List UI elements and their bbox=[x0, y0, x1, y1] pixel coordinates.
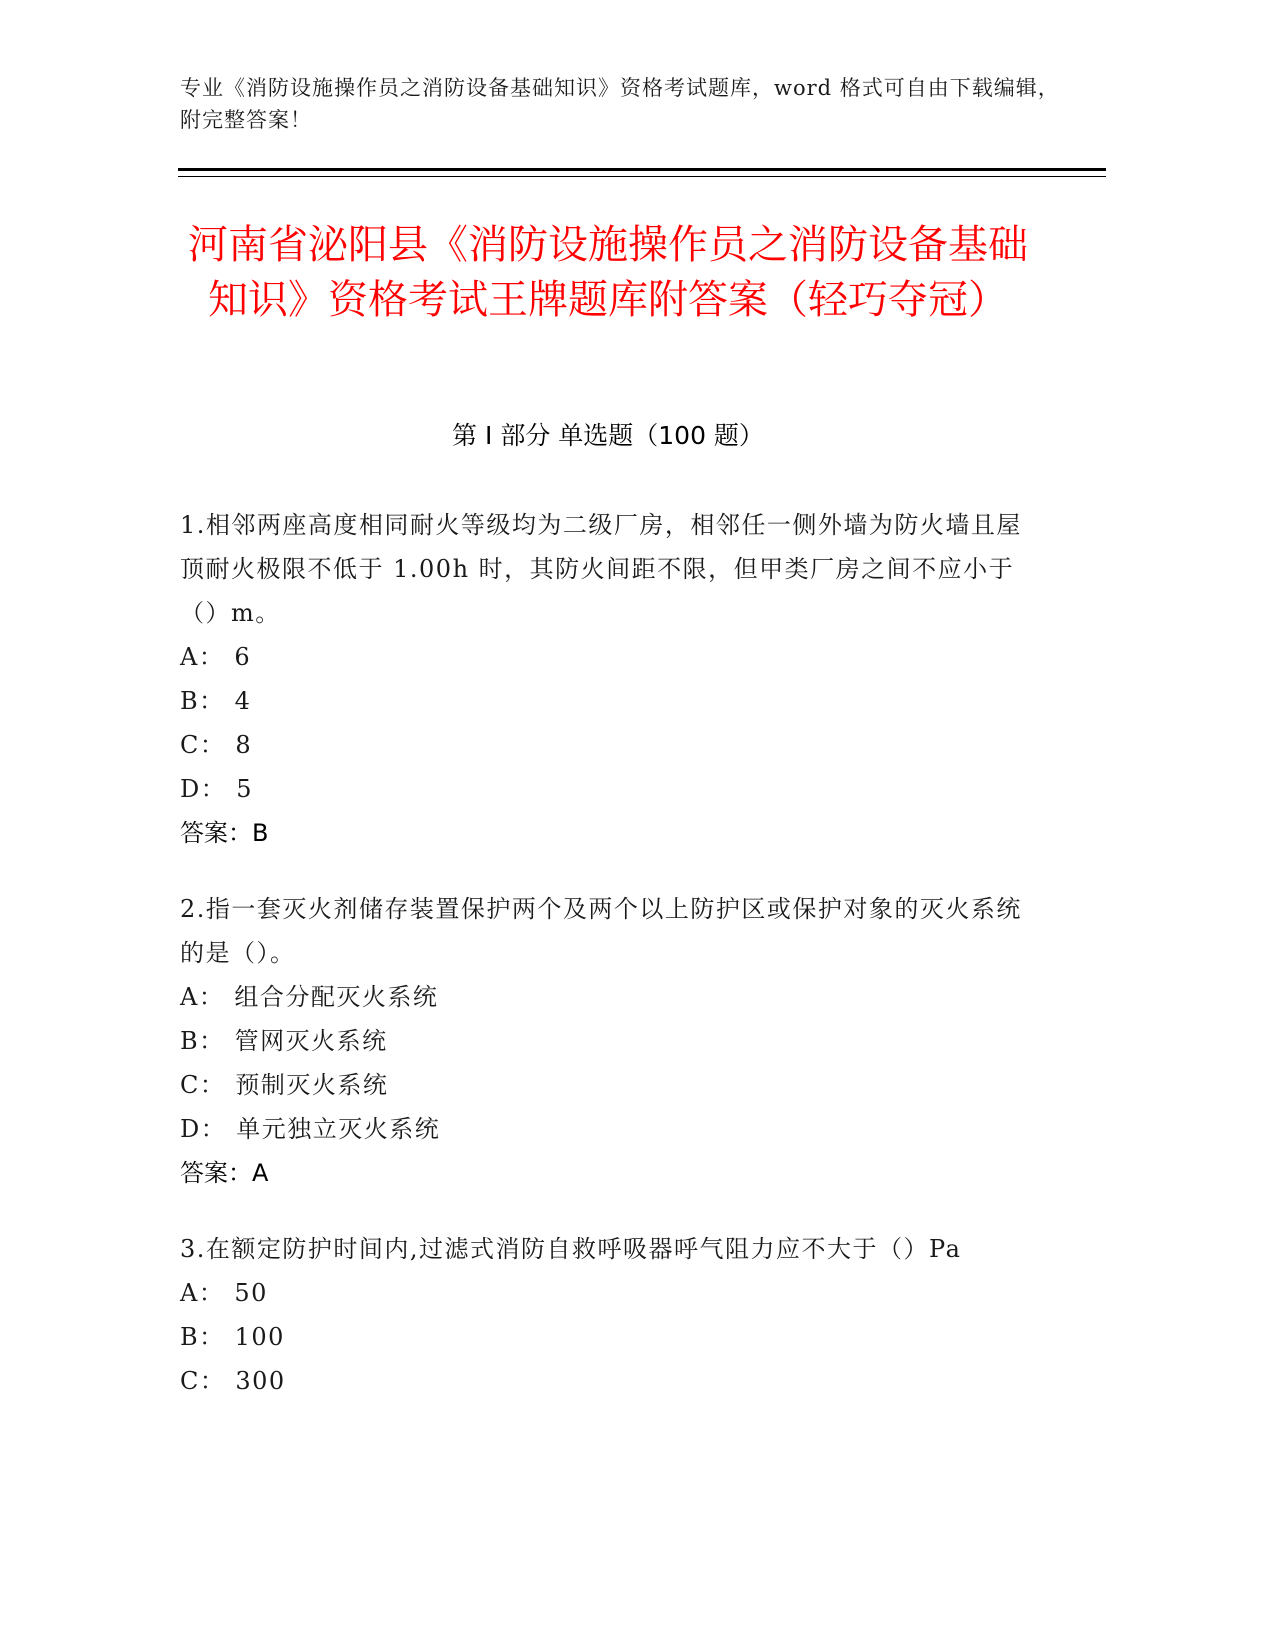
option-key: C： bbox=[180, 731, 226, 759]
option-key: B： bbox=[180, 1323, 225, 1351]
option-text: 管网灭火系统 bbox=[234, 1027, 388, 1055]
question-1 bbox=[180, 503, 1040, 855]
option-c bbox=[180, 1359, 1040, 1403]
option-text: 4 bbox=[234, 687, 252, 715]
option-key: C： bbox=[180, 1367, 226, 1395]
option-d bbox=[180, 767, 1040, 811]
option-text: 8 bbox=[235, 731, 253, 759]
option-a bbox=[180, 1271, 1040, 1315]
option-b bbox=[180, 1315, 1040, 1359]
option-text: 50 bbox=[234, 1279, 268, 1307]
question-stem: 1.相邻两座高度相同耐火等级均为二级厂房，相邻任一侧外墙为防火墙且屋顶耐火极限不低于 1.00h 时，其防火间距不限，但甲类厂房之间不应小于（）m。 bbox=[180, 511, 1022, 627]
option-text: 5 bbox=[236, 775, 254, 803]
option-key: B： bbox=[180, 1027, 225, 1055]
option-a bbox=[180, 635, 1040, 679]
header-note: 专业《消防设施操作员之消防设备基础知识》资格考试题库，word 格式可自由下载编辑，附完整答案！ bbox=[180, 76, 1060, 132]
option-key: B： bbox=[180, 687, 225, 715]
option-c bbox=[180, 1063, 1040, 1107]
option-text: 预制灭火系统 bbox=[235, 1071, 389, 1099]
header-rule-thick bbox=[178, 168, 1106, 171]
question-stem: 3.在额定防护时间内,过滤式消防自救呼吸器呼气阻力应不大于（）Pa bbox=[180, 1235, 962, 1263]
option-text: 300 bbox=[235, 1367, 286, 1395]
option-key: A： bbox=[180, 983, 225, 1011]
option-c bbox=[180, 723, 1040, 767]
question-3 bbox=[180, 1227, 1040, 1403]
option-key: C： bbox=[180, 1071, 226, 1099]
option-b bbox=[180, 679, 1040, 723]
question-list bbox=[180, 503, 1040, 1435]
section-title: 第 I 部分 单选题（100 题） bbox=[452, 421, 764, 450]
option-a bbox=[180, 975, 1040, 1019]
option-text: 组合分配灭火系统 bbox=[234, 983, 439, 1011]
option-text: 单元独立灭火系统 bbox=[236, 1115, 441, 1143]
option-d bbox=[180, 1107, 1040, 1151]
option-key: A： bbox=[180, 643, 225, 671]
option-key: D： bbox=[180, 1115, 227, 1143]
document-title: 河南省泌阳县《消防设施操作员之消防设备基础知识》资格考试王牌题库附答案（轻巧夺冠） bbox=[188, 222, 1028, 323]
question-2 bbox=[180, 887, 1040, 1195]
option-text: 6 bbox=[234, 643, 252, 671]
option-key: D： bbox=[180, 775, 227, 803]
answer: 答案：A bbox=[180, 1159, 269, 1187]
option-key: A： bbox=[180, 1279, 225, 1307]
option-b bbox=[180, 1019, 1040, 1063]
header-rule-thin bbox=[178, 176, 1106, 177]
question-stem: 2.指一套灭火剂储存装置保护两个及两个以上防护区或保护对象的灭火系统的是（）。 bbox=[180, 895, 1022, 967]
option-text: 100 bbox=[234, 1323, 285, 1351]
answer: 答案：B bbox=[180, 819, 269, 847]
